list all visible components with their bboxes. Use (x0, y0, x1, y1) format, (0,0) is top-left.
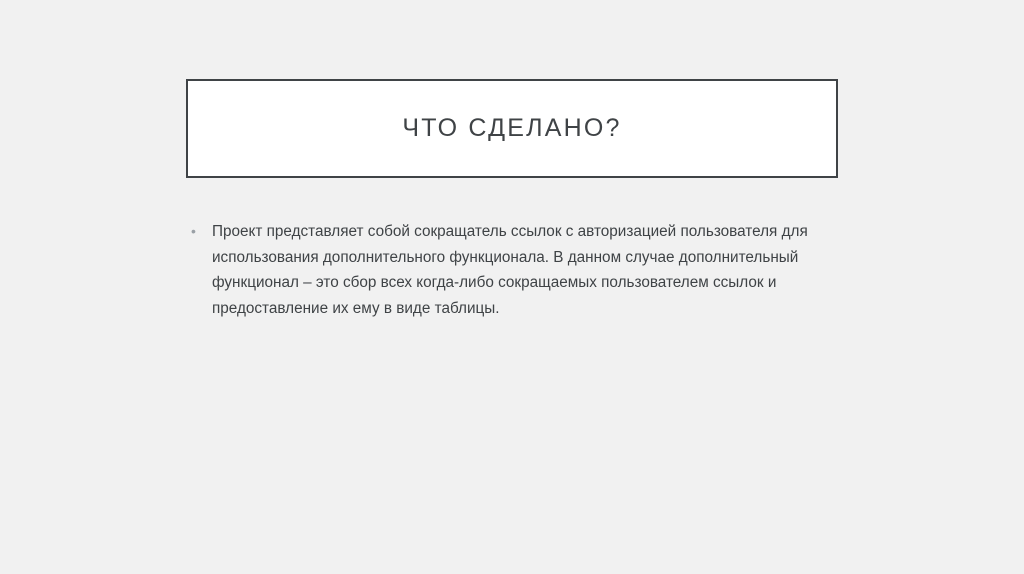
page-title: ЧТО СДЕЛАНО? (402, 114, 622, 142)
list-item-text: Проект представляет собой сокращатель ссылок с авторизацией пользователя для использования дополнительного функционала. В данном случае дополнительный функционал – это сбор всех когда-либо сокращаемых пользователем ссылок и предоставление их ему в виде таблицы. (212, 223, 808, 317)
list-item (186, 219, 846, 321)
title-box (186, 79, 838, 178)
bullet-dot-icon: • (191, 223, 196, 239)
bullet-list (186, 219, 846, 321)
